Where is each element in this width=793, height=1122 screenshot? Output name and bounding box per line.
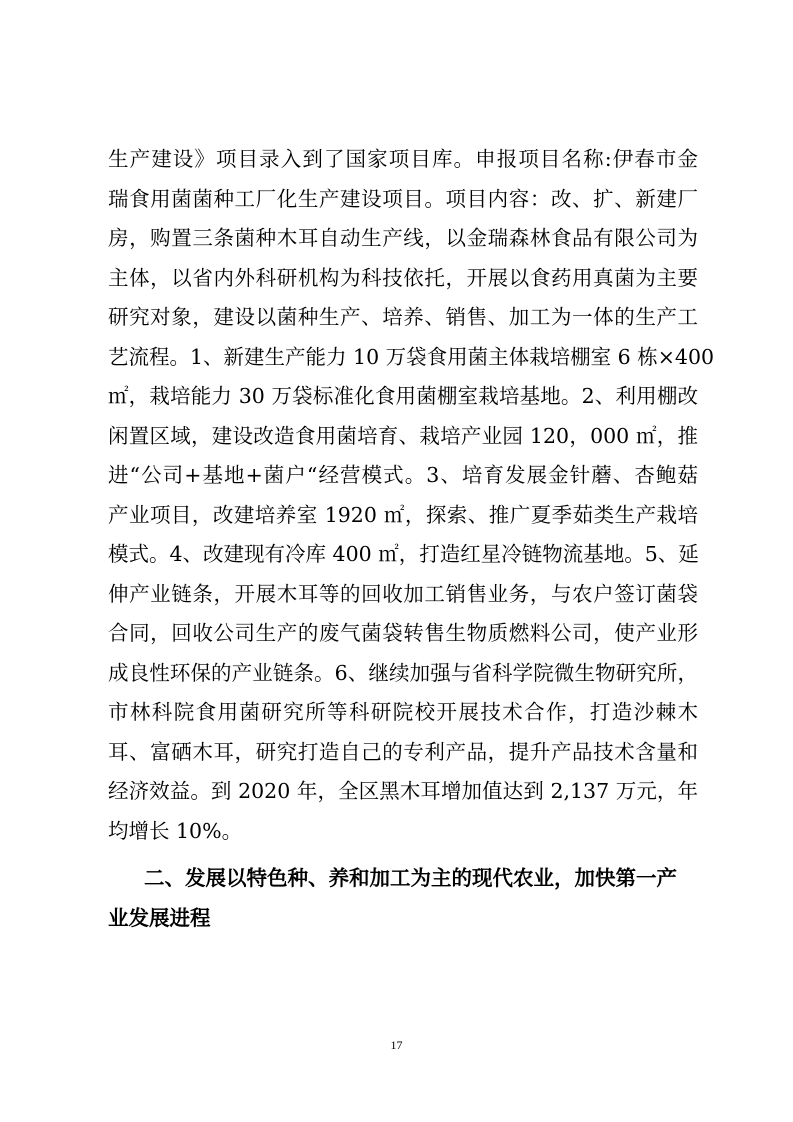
paragraph-line: 合同，回收公司生产的废气菌袋转售生物质燃料公司，使产业形 (108, 621, 698, 645)
paragraph-line: 模式。4、改建现有冷库 400 ㎡，打造红星冷链物流基地。5、延 (108, 542, 699, 566)
section-heading (108, 859, 698, 938)
paragraph-line: 艺流程。1、新建生产能力 10 万袋食用菌主体栽培棚室 6 栋×400 (108, 344, 715, 369)
paragraph-line: 瑞食用菌菌种工厂化生产建设项目。项目内容：改、扩、新建厂 (108, 186, 698, 211)
section-heading-line: 业发展进程 (108, 905, 211, 930)
paragraph-line: 耳、富硒木耳，研究打造自己的专利产品，提升产品技术含量和 (108, 739, 698, 764)
paragraph-line: 主体，以省内外科研机构为科技依托，开展以食药用真菌为主要 (108, 265, 698, 290)
paragraph-line: 闲置区域，建设改造食用菌培育、栽培产业园 120，000 ㎡，推 (108, 423, 698, 448)
paragraph-line: 研究对象，建设以菌种生产、培养、销售、加工为一体的生产工 (108, 305, 698, 329)
body-paragraph (108, 140, 715, 851)
page-content (108, 140, 715, 938)
paragraph-line: 伸产业链条，开展木耳等的回收加工销售业务，与农户签订菌袋 (108, 581, 698, 606)
paragraph-line: 产业项目，改建培养室 1920 ㎡，探索、推广夏季茹类生产栽培 (108, 502, 698, 527)
paragraph-line: 生产建设》项目录入到了国家项目库。申报项目名称:伊春市金 (108, 147, 698, 171)
section-heading-line: 二、发展以特色种、养和加工为主的现代农业，加快第一产 (144, 866, 677, 890)
paragraph-line: 进“公司+基地+菌户“经营模式。3、培育发展金针蘑、杏鲍菇 (108, 463, 698, 487)
paragraph-line: 均增长 10%。 (108, 818, 243, 843)
paragraph-line: 市林科院食用菌研究所等科研院校开展技术合作，打造沙棘木 (108, 700, 698, 724)
paragraph-line: 房，购置三条菌种木耳自动生产线，以金瑞森林食品有限公司为 (108, 226, 698, 250)
paragraph-line: 成良性环保的产业链条。6、继续加强与省科学院微生物研究所， (108, 660, 698, 685)
paragraph-line: 经济效益。到 2020 年，全区黑木耳增加值达到 2,137 万元，年 (108, 779, 698, 803)
page-number: 17 (390, 1038, 403, 1052)
paragraph-line: ㎡，栽培能力 30 万袋标准化食用菌棚室栽培基地。2、利用棚改 (108, 384, 698, 408)
